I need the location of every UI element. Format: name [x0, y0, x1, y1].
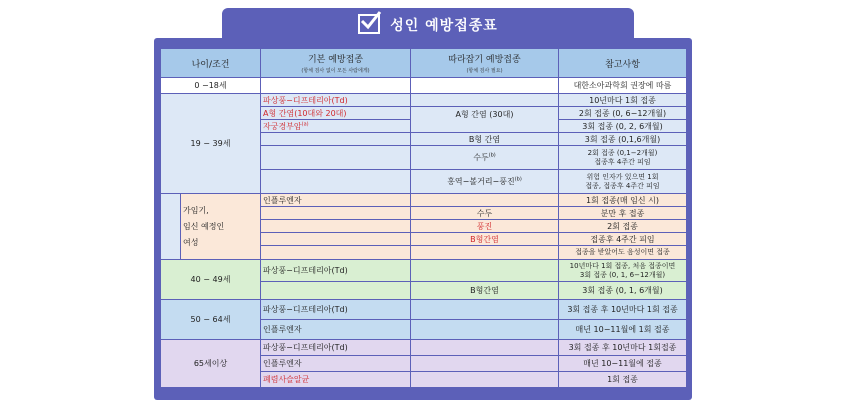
basic-cell: A형 간염(10대와 20대)	[261, 107, 411, 120]
note-cell: 3회 접종 (0,1,6개월)	[559, 133, 687, 146]
header-age: 나이/조건	[161, 49, 261, 78]
note-cell: 2회 접종	[559, 220, 687, 233]
note-cell: 접종을 받았어도 음성이면 접종	[559, 246, 687, 260]
note-cell: 매년 10−11월에 1회 접종	[559, 320, 687, 340]
table-row	[161, 78, 687, 94]
note-cell: 분만 후 접종	[559, 207, 687, 220]
table-row	[161, 300, 687, 320]
pregnancy-label: 가임기, 임신 예정인 여성	[181, 194, 261, 260]
table-row	[161, 340, 687, 356]
note-cell: 10년마다 1회 접종, 처음 접종이면 3회 접종 (0, 1, 6−12개월)	[559, 260, 687, 282]
note-cell: 매년 10−11월에 접종	[559, 356, 687, 372]
table-row	[161, 260, 687, 282]
checkbox-icon	[358, 14, 380, 34]
basic-cell: 파상풍−디프테리아(Td)	[261, 94, 411, 107]
note-cell: 3회 접종 (0, 1, 6개월)	[559, 282, 687, 300]
header-row	[161, 49, 687, 78]
catchup-cell: 풍진	[411, 220, 559, 233]
basic-cell: 파상풍−디프테리아(Td)	[261, 340, 411, 356]
note-cell: 3회 접종 후 10년마다 1회접종	[559, 340, 687, 356]
basic-cell: 인플루엔자	[261, 194, 411, 207]
age-65-plus: 65세이상	[161, 340, 261, 388]
note-cell: 2회 접종 (0,1−2개월) 접종후 4주간 피임	[559, 146, 687, 170]
age-50-64: 50 − 64세	[161, 300, 261, 340]
basic-cell: 파상풍−디프테리아(Td)	[261, 260, 411, 282]
age-0-18: 0 −18세	[161, 78, 261, 94]
catchup-cell: B형간염	[411, 233, 559, 246]
page-title: 성인 예방접종표	[390, 18, 498, 34]
catchup-cell: B형 간염	[411, 133, 559, 146]
table-row	[161, 94, 687, 107]
age-40-49: 40 − 49세	[161, 260, 261, 300]
basic-cell: 폐렴사슬알균	[261, 372, 411, 388]
note-cell: 위험 인자가 있으면 1회 접종, 접종후 4주간 피임	[559, 170, 687, 194]
catchup-cell: B형간염	[411, 282, 559, 300]
catchup-cell: A형 간염 (30대)	[411, 107, 559, 133]
basic-cell: 자궁경부암$^{(a)}$	[261, 120, 411, 133]
note-cell: 접종후 4주간 피임	[559, 233, 687, 246]
age-19-39: 19 − 39세	[161, 94, 261, 194]
note-cell: 3회 접종 후 10년마다 1회 접종	[559, 300, 687, 320]
note-cell: 1회 접종(매 임신 시)	[559, 194, 687, 207]
note-cell: 2회 접종 (0, 6−12개월)	[559, 107, 687, 120]
note-cell: 1회 접종	[559, 372, 687, 388]
vaccination-panel	[154, 8, 692, 400]
catchup-cell: 홍역−볼거리−풍진$^{(b)}$	[411, 170, 559, 194]
basic-cell: 인플루엔자	[261, 320, 411, 340]
note-cell: 10년마다 1회 접종	[559, 94, 687, 107]
catchup-cell: 수두	[411, 207, 559, 220]
note-cell: 대한소아과학회 권장에 따름	[559, 78, 687, 94]
table-row	[161, 194, 687, 207]
header-basic: 기본 예방접종 (항체 검사 없이 모든 사람에게)	[261, 49, 411, 78]
basic-cell: 인플루엔자	[261, 356, 411, 372]
vaccination-table	[160, 48, 687, 388]
note-cell: 3회 접종 (0, 2, 6개월)	[559, 120, 687, 133]
header-catchup: 따라잡기 예방접종 (항체 검사 필요)	[411, 49, 559, 78]
catchup-cell: 수두$^{(b)}$	[411, 146, 559, 170]
header-notes: 참고사항	[559, 49, 687, 78]
basic-cell: 파상풍−디프테리아(Td)	[261, 300, 411, 320]
title-tab	[222, 8, 634, 42]
